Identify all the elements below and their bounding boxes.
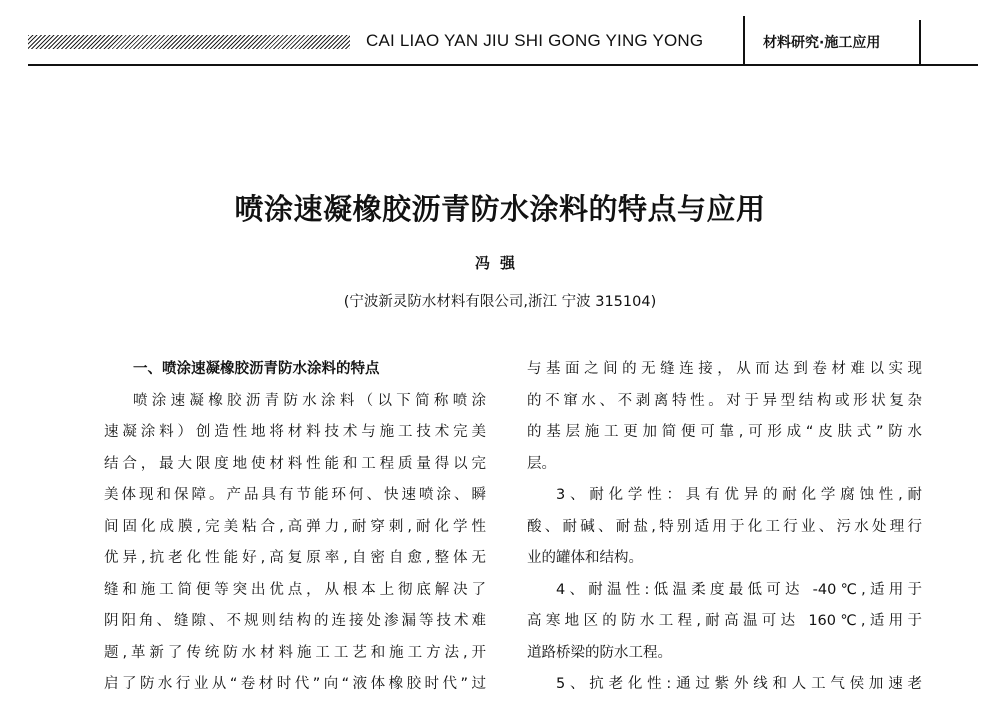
text-line: 启了防水行业从“卷材时代”向“液体橡胶时代”过 [104, 676, 486, 692]
text-line: 缝和施工简便等突出优点，从根本上彻底解决了 [104, 581, 486, 598]
right-column [527, 354, 922, 701]
text-line: 4、耐温性:低温柔度最低可达 -40℃,适用于 [556, 581, 922, 598]
text-line: 间固化成膜,完美粘合,高弹力,耐穿刺,耐化学性 [104, 518, 486, 535]
text-line: 结合，最大限度地使材料性能和工程质量得以完 [104, 455, 486, 472]
left-column [104, 354, 486, 701]
text-line: 美体现和保障。产品具有节能环何、快速喷涂、瞬 [104, 487, 486, 503]
text-line: 层。 [527, 455, 556, 472]
article-title: 喷涂速凝橡胶沥青防水涂料的特点与应用 [234, 192, 766, 226]
text-line: 的基层施工更加简便可靠,可形成“皮肤式”防水 [527, 424, 922, 440]
header-divider-left [743, 16, 745, 64]
header-hatch-bar [28, 35, 350, 49]
text-line: 业的罐体和结构。 [527, 550, 643, 566]
article-author: 冯强 [474, 254, 525, 272]
text-line: 与基面之间的无缝连接，从而达到卷材难以实现 [527, 361, 922, 377]
text-line: 5、抗老化性:通过紫外线和人工气侯加速老 [556, 676, 922, 692]
text-line: 优异,抗老化性能好,高复原率,自密自愈,整体无 [104, 550, 486, 566]
article-affiliation: (宁波新灵防水材料有限公司,浙江 宁波 315104) [343, 294, 657, 310]
text-line: 3、耐化学性：具有优异的耐化学腐蚀性,耐 [556, 487, 922, 503]
header-rule [28, 64, 978, 66]
text-line: 高寒地区的防水工程,耐高温可达 160℃,适用于 [527, 613, 922, 629]
text-line: 道路桥梁的防水工程。 [527, 644, 672, 661]
text-line: 酸、耐碱、耐盐,特别适用于化工行业、污水处理行 [527, 518, 922, 535]
section-tag: 材料研究·施工应用 [763, 35, 881, 51]
text-line: 阴阳角、缝隙、不规则结构的连接处渗漏等技术难 [104, 613, 486, 629]
text-line: 题,革新了传统防水材料施工工艺和施工方法,开 [104, 644, 486, 661]
text-line: 的不窜水、不剥离特性。对于异型结构或形状复杂 [527, 392, 922, 409]
section-heading: 一、喷涂速凝橡胶沥青防水涂料的特点 [133, 361, 380, 377]
header-divider-right [919, 20, 921, 64]
text-line: 喷涂速凝橡胶沥青防水涂料（以下简称喷涂 [133, 392, 486, 409]
running-header [28, 14, 978, 64]
text-line: 速凝涂料）创造性地将材料技术与施工技术完美 [104, 424, 486, 440]
journal-series-pinyin: CAI LIAO YAN JIU SHI GONG YING YONG [366, 31, 704, 50]
